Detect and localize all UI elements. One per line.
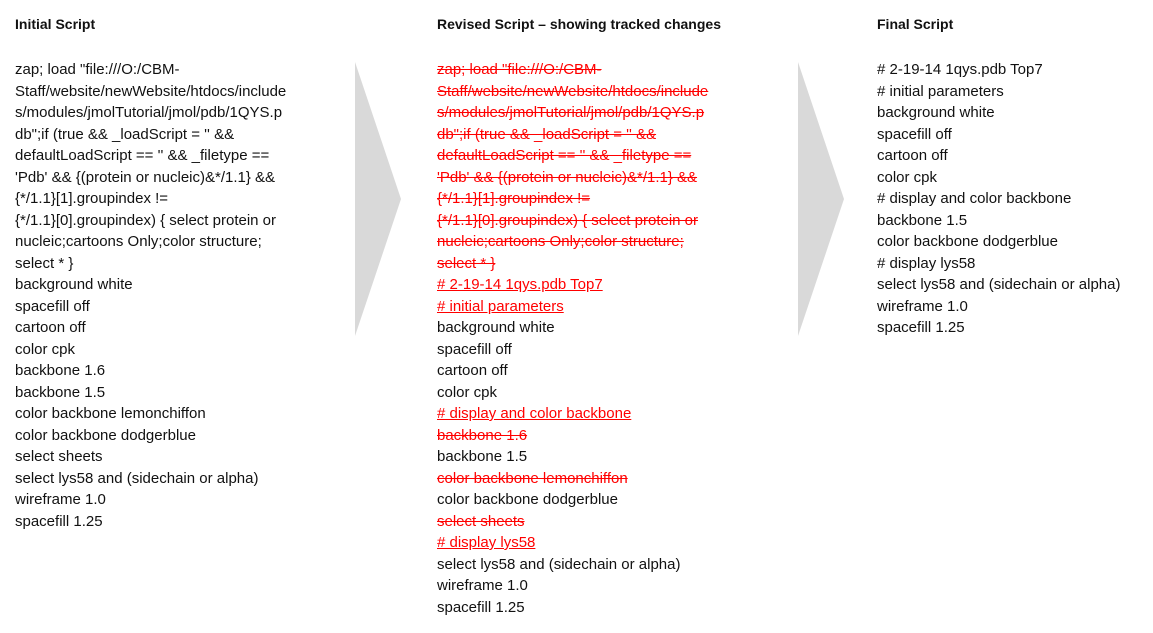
- initial-script-line: s/modules/jmolTutorial/jmol/pdb/1QYS.p: [15, 104, 283, 121]
- initial-script-line: select lys58 and (sidechain or alpha): [15, 469, 259, 487]
- initial-script-line: background white: [15, 276, 133, 293]
- deleted-line: color backbone lemonchiffon: [437, 469, 628, 487]
- final-script-line: color cpk: [877, 168, 938, 186]
- initial-script-line: backbone 1.6: [15, 362, 106, 379]
- final-script-title: Final Script: [877, 16, 954, 32]
- inserted-line: # 2-19-14 1qys.pdb Top7: [437, 276, 603, 293]
- final-script-lines: [877, 59, 1147, 339]
- final-script-line: # 2-19-14 1qys.pdb Top7: [877, 61, 1043, 78]
- deleted-line: db";if (true && _loadScript = '' &&: [437, 125, 657, 143]
- final-script-line: select lys58 and (sidechain or alpha): [877, 276, 1121, 293]
- deleted-line: Staff/website/newWebsite/htdocs/include: [437, 82, 709, 100]
- final-script-line: spacefill off: [877, 125, 952, 143]
- right-arrow-icon: [355, 62, 401, 336]
- deleted-line: select sheets: [437, 512, 525, 530]
- revised-script-lines: [437, 59, 747, 618]
- initial-script-line: db";if (true && _loadScript = '' &&: [15, 125, 235, 143]
- unchanged-line: background white: [437, 319, 555, 336]
- initial-script-line: color backbone lemonchiffon: [15, 405, 206, 422]
- deleted-line: select * }: [437, 254, 496, 272]
- deleted-line: {*/1.1}[1].groupindex !=: [437, 190, 591, 207]
- arrow-shape: [798, 62, 844, 336]
- initial-script-line: cartoon off: [15, 319, 86, 336]
- initial-script-line: select sheets: [15, 448, 103, 465]
- final-script-line: background white: [877, 104, 995, 121]
- initial-script-line: select * }: [15, 254, 74, 272]
- revised-script-column: [437, 14, 747, 618]
- unchanged-line: wireframe 1.0: [437, 577, 528, 594]
- initial-script-line: wireframe 1.0: [15, 491, 106, 508]
- initial-script-line: zap; load "file:///O:/CBM-: [15, 61, 180, 78]
- deleted-line: {*/1.1}[0].groupindex) { select protein or: [437, 211, 699, 229]
- deleted-line: defaultLoadScript == '' && _filetype ==: [437, 147, 692, 164]
- unchanged-line: cartoon off: [437, 362, 508, 379]
- right-arrow-icon: [798, 62, 844, 336]
- arrow-shape: [355, 62, 401, 336]
- unchanged-line: backbone 1.5: [437, 448, 528, 465]
- inserted-line: # display and color backbone: [437, 405, 632, 422]
- unchanged-line: select lys58 and (sidechain or alpha): [437, 555, 681, 573]
- initial-script-line: {*/1.1}[1].groupindex !=: [15, 190, 169, 207]
- initial-script-line: spacefill off: [15, 297, 90, 315]
- inserted-line: # initial parameters: [437, 297, 564, 315]
- final-script-line: # display and color backbone: [877, 190, 1072, 207]
- unchanged-line: spacefill off: [437, 340, 512, 358]
- final-script-line: # display lys58: [877, 254, 976, 272]
- initial-script-line: defaultLoadScript == '' && _filetype ==: [15, 147, 270, 164]
- initial-script-lines: [15, 59, 315, 532]
- initial-script-line: 'Pdb' && {(protein or nucleic)&*/1.1} &&: [15, 168, 276, 186]
- revised-script-title: Revised Script – showing tracked changes: [437, 16, 721, 32]
- deleted-line: backbone 1.6: [437, 426, 528, 444]
- final-script-column: [877, 14, 1147, 339]
- deleted-line: zap; load "file:///O:/CBM-: [437, 61, 602, 78]
- initial-script-line: color backbone dodgerblue: [15, 426, 196, 444]
- unchanged-line: spacefill 1.25: [437, 598, 525, 616]
- final-script-line: # initial parameters: [877, 82, 1004, 100]
- final-script-line: spacefill 1.25: [877, 319, 965, 336]
- initial-script-line: nucleic;cartoons Only;color structure;: [15, 233, 262, 250]
- deleted-line: s/modules/jmolTutorial/jmol/pdb/1QYS.p: [437, 104, 705, 121]
- deleted-line: 'Pdb' && {(protein or nucleic)&*/1.1} &&: [437, 168, 698, 186]
- initial-script-line: backbone 1.5: [15, 383, 106, 401]
- initial-script-line: spacefill 1.25: [15, 512, 103, 530]
- unchanged-line: color cpk: [437, 383, 498, 401]
- inserted-line: # display lys58: [437, 534, 536, 551]
- deleted-line: nucleic;cartoons Only;color structure;: [437, 233, 684, 250]
- final-script-line: cartoon off: [877, 147, 948, 164]
- final-script-line: color backbone dodgerblue: [877, 233, 1058, 250]
- initial-script-line: color cpk: [15, 340, 76, 358]
- final-script-line: wireframe 1.0: [877, 297, 968, 315]
- initial-script-column: [15, 14, 315, 532]
- initial-script-title: Initial Script: [15, 16, 96, 32]
- initial-script-line: {*/1.1}[0].groupindex) { select protein or: [15, 211, 277, 229]
- initial-script-line: Staff/website/newWebsite/htdocs/include: [15, 82, 287, 100]
- unchanged-line: color backbone dodgerblue: [437, 491, 618, 508]
- final-script-line: backbone 1.5: [877, 211, 968, 229]
